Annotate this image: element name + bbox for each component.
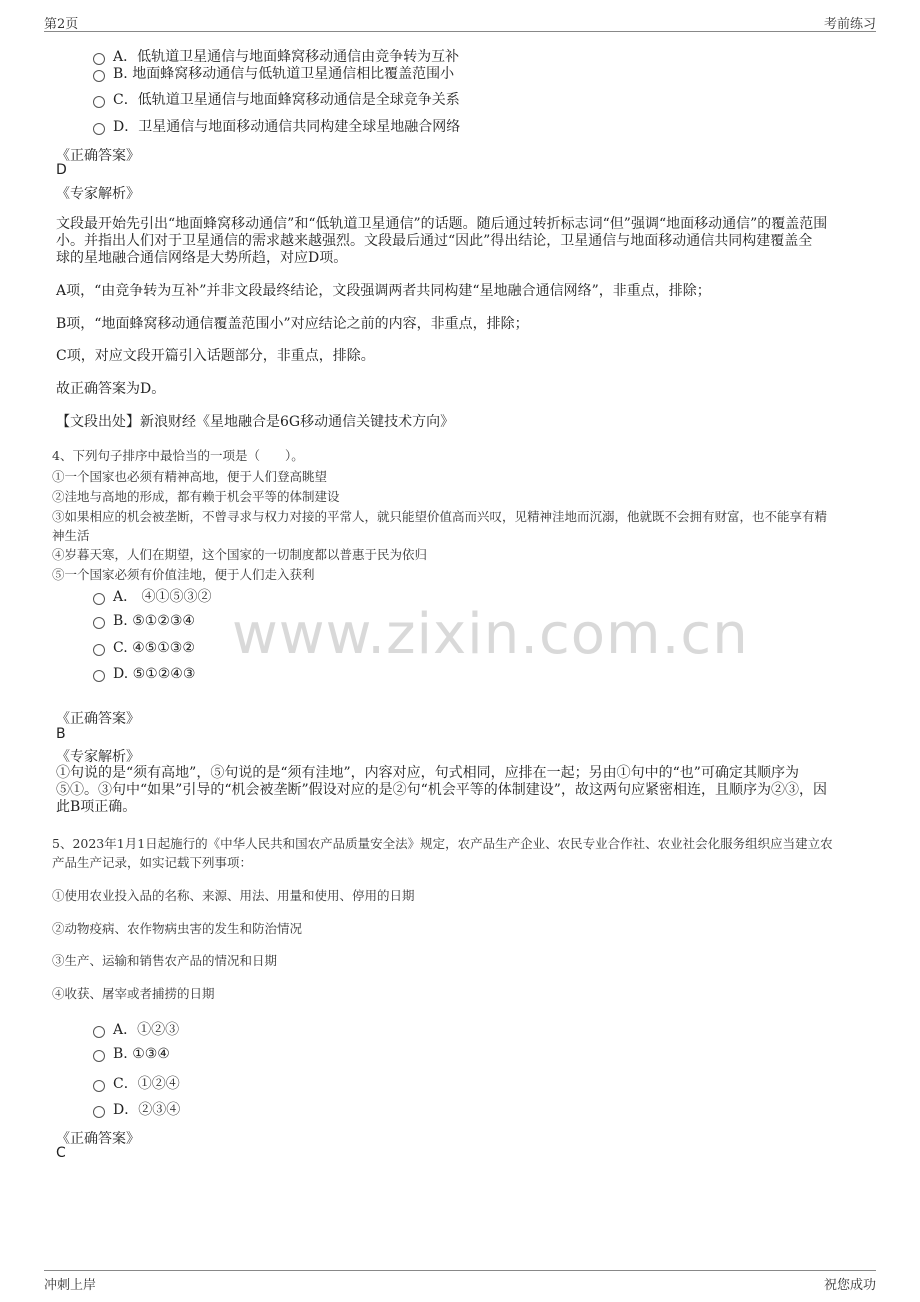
footer-left-text: 冲刺上岸	[44, 1278, 97, 1293]
q4-sentence: ⑤一个国家必须有价值洼地，便于人们走入获利	[52, 567, 315, 582]
q4-analysis-line: 此B项正确。	[56, 799, 137, 815]
q3-analysis-c: C项，对应文段开篇引入话题部分，非重点，排除。	[56, 348, 375, 364]
q3-answer-label: 《正确答案》	[56, 148, 140, 164]
q4-analysis-line: ⑤①。③句中“如果”引导的“机会被垄断”假设对应的是②句“机会平等的体制建设”，故这两句应紧密相连，且顺序为②③，因	[56, 782, 827, 798]
q4-sentence: 神生活	[52, 528, 90, 543]
q4-sentence: ①一个国家也必须有精神高地，便于人们登高眺望	[52, 469, 328, 484]
header-title: 考前练习	[823, 17, 876, 32]
q4-option-a[interactable]	[93, 586, 212, 606]
page-footer	[44, 1270, 876, 1293]
q5-item: ④收获、屠宰或者捕捞的日期	[52, 986, 215, 1001]
q4-analysis-line: ①句说的是“须有高地”，⑤句说的是“须有洼地”，内容对应，句式相同，应排在一起；另由①句中的“也”可确定其顺序为	[56, 765, 799, 781]
q4-option-b-label: B. ⑤①②③④	[113, 613, 195, 629]
q4-option-c[interactable]	[93, 640, 195, 656]
radio-icon[interactable]	[93, 123, 105, 135]
q4-analysis-label: 《专家解析》	[56, 749, 140, 765]
q5-option-a[interactable]	[93, 1019, 179, 1039]
q3-option-c[interactable]	[93, 89, 460, 109]
q3-source: 【文段出处】新浪财经《星地融合是6G移动通信关键技术方向》	[56, 414, 455, 430]
q5-option-b-label: B. ①③④	[113, 1046, 170, 1062]
q3-option-d[interactable]	[93, 116, 460, 136]
q5-option-c[interactable]	[93, 1073, 180, 1093]
q3-analysis-b: B项，“地面蜂窝移动通信覆盖范围小”对应结论之前的内容，非重点，排除；	[56, 316, 529, 332]
q4-option-b[interactable]	[93, 613, 195, 629]
radio-icon[interactable]	[93, 593, 105, 605]
q3-option-a-label: A．低轨道卫星通信与地面蜂窝移动通信由竞争转为互补	[113, 49, 460, 65]
q4-answer-label: 《正确答案》	[56, 711, 140, 727]
q3-answer: D	[56, 162, 67, 178]
radio-icon[interactable]	[93, 617, 105, 629]
q3-analysis-a: A项，“由竞争转为互补”并非文段最终结论，文段强调两者共同构建“星地融合通信网络”，非重点，排除；	[56, 283, 711, 299]
radio-icon[interactable]	[93, 1026, 105, 1038]
q5-option-d[interactable]	[93, 1099, 180, 1119]
radio-icon[interactable]	[93, 1106, 105, 1118]
q4-option-a-label: A． ④①⑤③②	[113, 589, 212, 605]
q5-answer-label: 《正确答案》	[56, 1131, 140, 1147]
q3-analysis	[56, 216, 866, 267]
radio-icon[interactable]	[93, 96, 105, 108]
q5-item: ②动物疫病、农作物病虫害的发生和防治情况	[52, 921, 303, 936]
q4-option-d[interactable]	[93, 666, 195, 682]
q3-conclusion: 故正确答案为D。	[56, 381, 166, 397]
q4-sentence: ③如果相应的机会被垄断，不曾寻求与权力对接的平常人，就只能望价值高而兴叹，见精神洼地而沉溺，他就既不会拥有财富，也不能享有精	[52, 509, 828, 524]
page-header	[44, 11, 876, 32]
radio-icon[interactable]	[93, 670, 105, 682]
q5-stem-line: 5、2023年1月1日起施行的《中华人民共和国农产品质量安全法》规定，农产品生产企业、农民专业合作社、农业社会化服务组织应当建立农	[52, 836, 833, 851]
q5-option-c-label: C．①②④	[113, 1076, 180, 1092]
radio-icon[interactable]	[93, 1050, 105, 1062]
radio-icon[interactable]	[93, 644, 105, 656]
footer-right-text: 祝您成功	[823, 1278, 876, 1293]
q3-option-b-label: B. 地面蜂窝移动通信与低轨道卫星通信相比覆盖范围小	[113, 66, 455, 82]
q4-sentence: ②洼地与高地的形成，都有赖于机会平等的体制建设	[52, 489, 340, 504]
q3-option-d-label: D．卫星通信与地面移动通信共同构建全球星地融合网络	[113, 119, 461, 135]
q5-item: ③生产、运输和销售农产品的情况和日期	[52, 953, 278, 968]
q3-analysis-label: 《专家解析》	[56, 186, 140, 202]
page-number: 第2页	[44, 17, 79, 32]
q4-stem: 4、下列句子排序中最恰当的一项是（ ）。	[52, 448, 304, 463]
radio-icon[interactable]	[93, 70, 105, 82]
q5-option-d-label: D．②③④	[113, 1102, 181, 1118]
q4-sentence: ④岁暮天寒，人们在期望，这个国家的一切制度都以普惠于民为依归	[52, 547, 428, 562]
q3-analysis-line: 球的星地融合通信网络是大势所趋，对应D项。	[56, 250, 348, 266]
q5-item: ①使用农业投入品的名称、来源、用法、用量和使用、停用的日期	[52, 888, 415, 903]
q3-analysis-line: 文段最开始先引出“地面蜂窝移动通信”和“低轨道卫星通信”的话题。随后通过转折标志词“但”强调“地面移动通信”的覆盖范围	[56, 216, 828, 232]
q5-option-a-label: A．①②③	[113, 1022, 180, 1038]
radio-icon[interactable]	[93, 1080, 105, 1092]
watermark: www.zixin.com.cn	[232, 602, 749, 667]
q3-analysis-line: 小。并指出人们对于卫星通信的需求越来越强烈。文段最后通过“因此”得出结论，卫星通信与地面移动通信共同构建覆盖全	[56, 233, 813, 249]
q5-answer: C	[56, 1145, 66, 1161]
q5-option-b[interactable]	[93, 1046, 170, 1062]
q4-answer: B	[56, 726, 66, 742]
q3-option-b[interactable]	[93, 63, 454, 83]
q4-option-c-label: C. ④⑤①③②	[113, 640, 195, 656]
q5-stem-line: 产品生产记录，如实记载下列事项：	[52, 855, 253, 870]
q4-analysis	[56, 765, 866, 816]
q3-option-c-label: C．低轨道卫星通信与地面蜂窝移动通信是全球竞争关系	[113, 92, 460, 108]
q4-option-d-label: D. ⑤①②④③	[113, 666, 196, 682]
